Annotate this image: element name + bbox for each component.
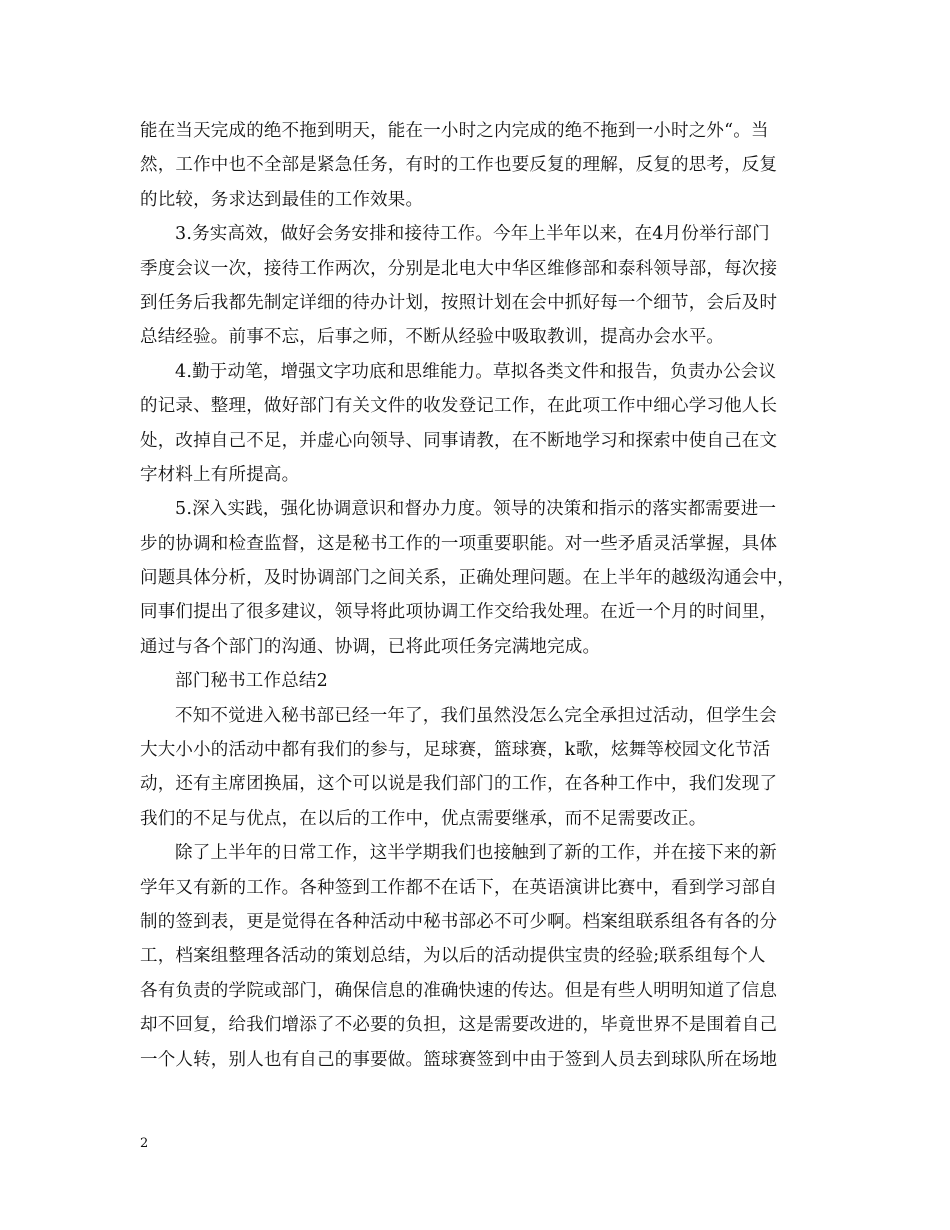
text-line: 大大小小的活动中都有我们的参与，足球赛，篮球赛，k歌，炫舞等校园文化节活 <box>140 740 771 761</box>
text-line: 不知不觉进入秘书部已经一年了，我们虽然没怎么完全承担过活动，但学生会 <box>175 705 777 726</box>
text-line: 到任务后我都先制定详细的待办计划，按照计划在会中抓好每一个细节，会后及时 <box>140 292 778 313</box>
text-line: 5.深入实践，强化协调意识和督办力度。领导的决策和指示的落实都需要进一 <box>175 499 777 520</box>
text-line: 的比较，务求达到最佳的工作效果。 <box>140 189 424 210</box>
text-line: 问题具体分析，及时协调部门之间关系，正确处理问题。在上半年的越级沟通会中， <box>140 568 795 589</box>
page-number: 2 <box>140 1136 149 1151</box>
text-line: 部门秘书工作总结2 <box>175 671 328 692</box>
text-line: 处，改掉自己不足，并虚心向领导、同事请教，在不断地学习和探索中使自己在文 <box>140 430 778 451</box>
text-line: 却不回复，给我们增添了不必要的负担，这是需要改进的，毕竟世界不是围着自己 <box>140 1015 778 1036</box>
text-line: 各有负责的学院或部门，确保信息的准确快速的传达。但是有些人明明知道了信息 <box>140 980 778 1001</box>
text-line: 然，工作中也不全部是紧急任务，有时的工作也要反复的理解，反复的思考，反复 <box>140 155 778 176</box>
text-line: 总结经验。前事不忘，后事之师，不断从经验中吸取教训，提高办会水平。 <box>140 327 725 348</box>
text-line: 通过与各个部门的沟通、协调，已将此项任务完满地完成。 <box>140 636 601 657</box>
text-line: 3.务实高效，做好会务安排和接待工作。今年上半年以来，在4月份举行部门 <box>175 224 770 245</box>
text-line: 动，还有主席团换届，这个可以说是我们部门的工作，在各种工作中，我们发现了 <box>140 774 778 795</box>
text-line: 除了上半年的日常工作，这半学期我们也接触到了新的工作，并在接下来的新 <box>175 843 777 864</box>
text-line: 的记录、整理，做好部门有关文件的收发登记工作，在此项工作中细心学习他人长 <box>140 396 778 417</box>
text-line: 季度会议一次，接待工作两次，分别是北电大中华区维修部和泰科领导部，每次接 <box>140 258 778 279</box>
text-line: 字材料上有所提高。 <box>140 464 300 485</box>
text-line: 4.勤于动笔，增强文字功底和思维能力。草拟各类文件和报告，负责办公会议 <box>175 361 777 382</box>
document-body <box>140 114 822 1077</box>
text-line: 能在当天完成的绝不拖到明天，能在一小时之内完成的绝不拖到一小时之外“。当 <box>140 121 769 141</box>
text-line: 学年又有新的工作。各种签到工作都不在话下，在英语演讲比赛中，看到学习部自 <box>140 877 778 898</box>
text-line: 同事们提出了很多建议，领导将此项协调工作交给我处理。在近一个月的时间里， <box>140 602 778 623</box>
text-line: 一个人转，别人也有自己的事要做。篮球赛签到中由于签到人员去到球队所在场地 <box>140 1049 778 1070</box>
text-line: 工，档案组整理各活动的策划总结，为以后的活动提供宝贵的经验;联系组每个人 <box>140 946 766 967</box>
text-line: 步的协调和检查监督，这是秘书工作的一项重要职能。对一些矛盾灵活掌握，具体 <box>140 533 778 554</box>
text-line: 制的签到表，更是觉得在各种活动中秘书部必不可少啊。档案组联系组各有各的分 <box>140 911 778 932</box>
text-line: 我们的不足与优点，在以后的工作中，优点需要继承，而不足需要改正。 <box>140 808 707 829</box>
